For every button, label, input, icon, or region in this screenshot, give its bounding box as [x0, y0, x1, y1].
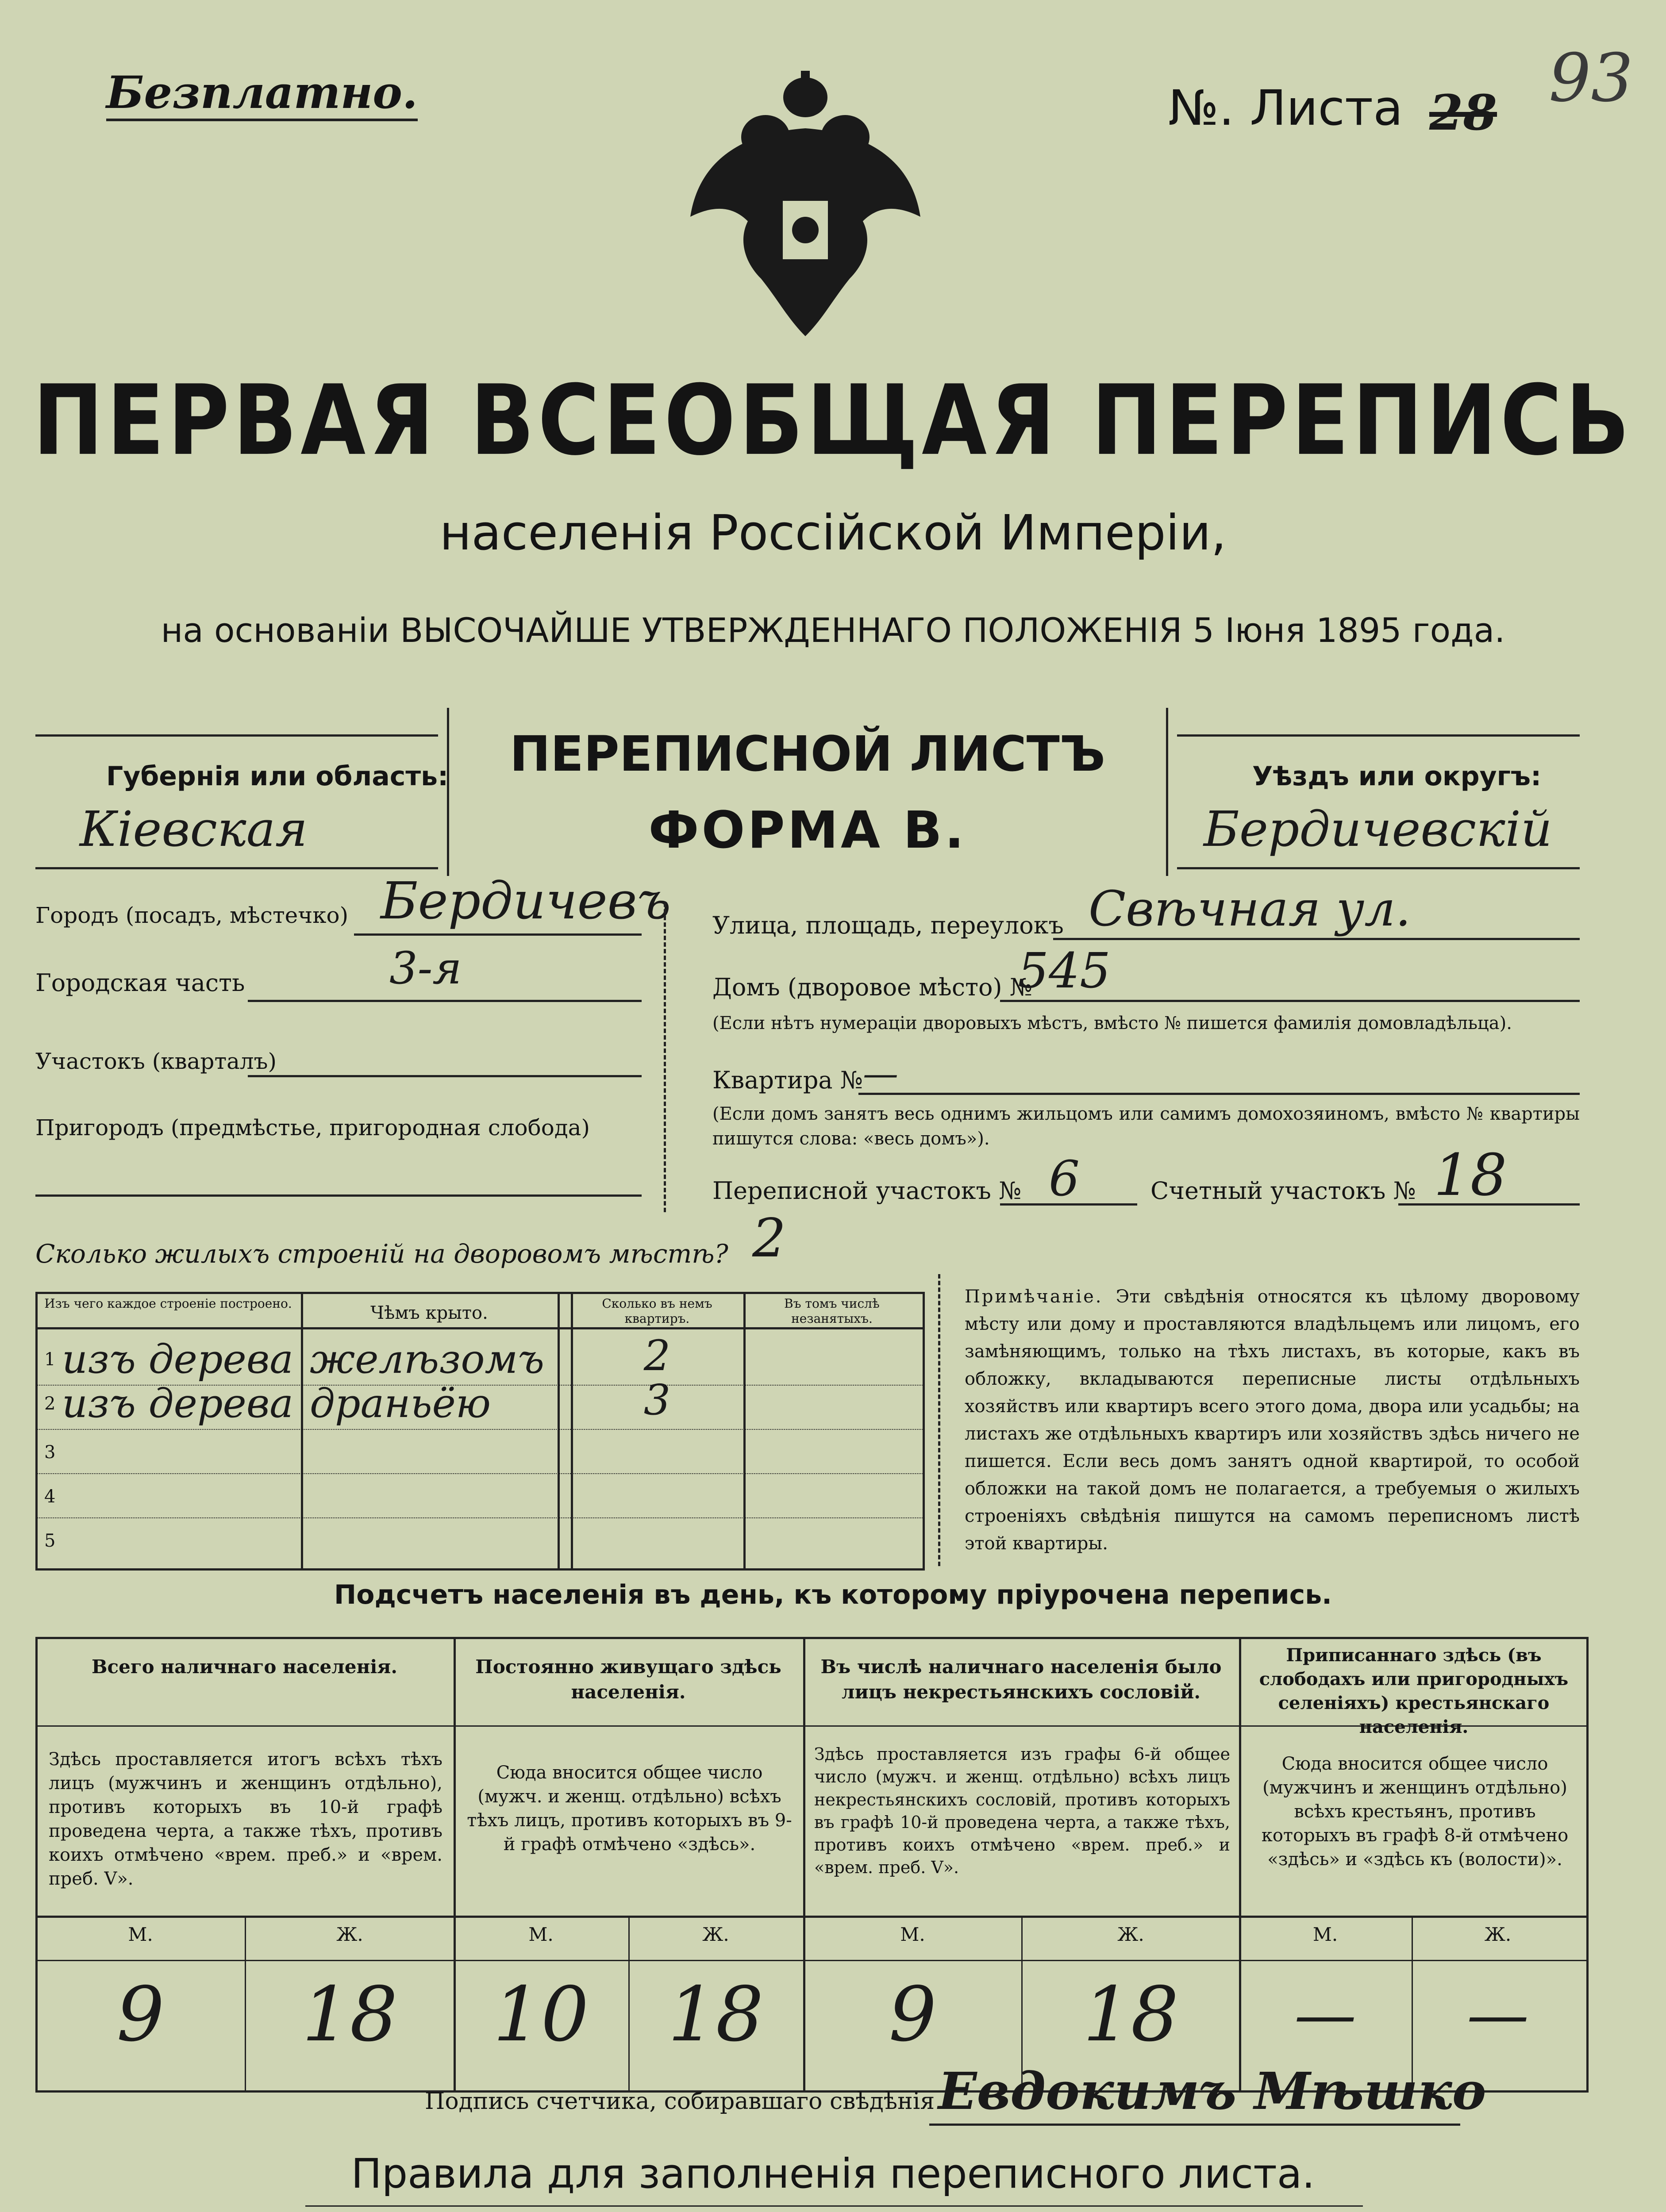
- buildings-table: [35, 1292, 925, 1571]
- street-value: Свѣчная ул.: [1089, 880, 1411, 937]
- count-m-value: 9: [889, 1971, 937, 2058]
- census-basis: на основаніи ВЫСОЧАЙШЕ УТВЕРЖДЕННАГО ПОЛОЖЕНІЯ 5 Іюня 1895 года.: [161, 611, 1505, 650]
- buildings-header-rule: [35, 1327, 925, 1329]
- rules-title-underline: [305, 2205, 1363, 2207]
- count-district-label: Счетный участокъ №: [1150, 1177, 1416, 1205]
- count-col-desc: Здѣсь проставляется изъ графы 6-й общее число (мужч. и женщ. отдѣльно) всѣхъ лицъ некрестьянскихъ сословій, противъ которыхъ въ графѣ 10-й проведена черта, а также тѣхъ, противъ коихъ отмѣчено «врем. преб.» и «врем. преб. V».: [814, 1744, 1230, 1878]
- count-f-label: Ж.: [702, 1924, 729, 1945]
- buildings-row-number: 3: [44, 1442, 56, 1463]
- count-f-label: Ж.: [1484, 1924, 1512, 1945]
- count-m-label: М.: [900, 1924, 925, 1945]
- archive-number: 93: [1549, 40, 1633, 117]
- count-col-desc: Здѣсь проставляется итогъ всѣхъ тѣхъ лицъ (мужчинъ и женщинъ отдѣльно), противъ которыхъ въ 10-й графѣ проведена черта, а также тѣхъ, противъ коихъ отмѣчено «врем. преб.» и «врем. преб. V».: [49, 1749, 442, 1889]
- suburb-label: Пригородъ (предмѣстье, пригородная слобода): [35, 1115, 590, 1141]
- census-district-value: 6: [1049, 1150, 1080, 1207]
- count-f-value: 18: [302, 1971, 398, 2058]
- note-divider: [938, 1274, 940, 1566]
- buildings-row-roof: драньёю: [310, 1380, 491, 1427]
- precinct-label: Участокъ (кварталъ): [35, 1048, 277, 1074]
- count-mf-divider: [628, 1918, 630, 2090]
- count-col-head: Постоянно живущаго здѣсь населенія.: [475, 1656, 781, 1703]
- census-district-label: Переписной участокъ №: [712, 1177, 1022, 1205]
- free-label: Безплатно.: [106, 66, 418, 121]
- count-mf-rule: [35, 1960, 1589, 1961]
- signature-rule: [929, 2124, 1460, 2126]
- count-f-label: Ж.: [336, 1924, 363, 1945]
- buildings-row-material: изъ дерева: [62, 1380, 293, 1427]
- buildings-row-apartments: 3: [643, 1376, 671, 1425]
- city-rule: [354, 933, 642, 936]
- house-note: (Если нѣтъ нумераціи дворовыхъ мѣстъ, вмѣсто № пишется фамилія домовладѣльца).: [712, 1013, 1512, 1033]
- house-value: 545: [1018, 942, 1111, 999]
- form-name: ПЕРЕПИСНОЙ ЛИСТЪ: [509, 726, 1106, 782]
- count-m-label: М.: [1312, 1924, 1338, 1945]
- buildings-row-rule-4: [35, 1517, 925, 1518]
- precinct-rule: [248, 1075, 642, 1077]
- note-text: Эти свѣдѣнія относятся къ цѣлому дворовому мѣсту или дому и проставляются владѣльцемъ или лицомъ, его замѣняющимъ, только на тѣхъ листахъ, въ которые, какъ въ обложку, вкладываются переписные листы отдѣльныхъ хозяйствъ или квартиръ всего этого дома, двора или усадьбы; на листахъ же отдѣльныхъ квартиръ или хозяйствъ здѣсь ничего не пишется. Если весь домъ занятъ одной квартирой, то особой обложки на такой домъ не полагается, а требуемыя о жилыхъ строеніяхъ свѣдѣнія пишутся на самомъ переписномъ листѣ этой квартиры.: [965, 1286, 1580, 1554]
- note-title: Примѣчаніе.: [965, 1286, 1103, 1307]
- buildings-row-number: 1: [44, 1349, 56, 1370]
- buildings-row-rule-3: [35, 1473, 925, 1474]
- house-label: Домъ (дворовое мѣсто) №: [712, 973, 1032, 1001]
- sheet-number-label: №. Листа: [1168, 80, 1403, 136]
- district-rule: [1177, 867, 1580, 869]
- count-col-desc: Сюда вносится общее число (мужч. и женщ. отдѣльно) всѣхъ тѣхъ лицъ, противъ которыхъ въ 9-й графѣ отмѣчено «здѣсь».: [467, 1763, 792, 1855]
- count-m-label: М.: [528, 1924, 554, 1945]
- house-rule: [1000, 1000, 1580, 1002]
- province-rule: [35, 867, 438, 869]
- count-title: Подсчетъ населенія въ день, къ которому пріурочена перепись.: [334, 1579, 1332, 1610]
- suburb-rule: [35, 1194, 642, 1197]
- province-value: Кіевская: [80, 801, 308, 857]
- buildings-answer: 2: [752, 1208, 786, 1269]
- city-label: Городъ (посадъ, мѣстечко): [35, 902, 349, 928]
- signature-label: Подпись счетчика, собиравшаго свѣдѣнія: [425, 2088, 935, 2115]
- form-top-rule-right: [1177, 734, 1580, 737]
- buildings-head-vacant: Въ томъ числѣ незанятыхъ.: [784, 1296, 880, 1326]
- count-m-label: М.: [128, 1924, 153, 1945]
- buildings-col-divider-1: [301, 1292, 303, 1571]
- count-col-desc: Сюда вносится общее число (мужчинъ и женщинъ отдѣльно) всѣхъ крестьянъ, противъ которыхъ въ графѣ 8-й отмѣчено «здѣсь» и «здѣсь къ (волости)».: [1261, 1754, 1569, 1870]
- note: [965, 1283, 1580, 1557]
- buildings-col-divider-4: [743, 1292, 746, 1571]
- census-district-rule: [1000, 1203, 1137, 1206]
- buildings-head-roof: Чѣмъ крыто.: [370, 1303, 488, 1323]
- buildings-head-material: Изъ чего каждое строеніе построено.: [44, 1296, 292, 1311]
- buildings-col-divider-2: [558, 1292, 560, 1571]
- count-f-value: —: [1467, 1979, 1529, 2051]
- province-label: Губернія или область:: [106, 761, 449, 792]
- buildings-row-apartments: 2: [643, 1332, 671, 1380]
- city-part-rule: [248, 1000, 642, 1002]
- buildings-row-rule-2: [35, 1429, 925, 1430]
- signature-value: Евдокимъ Мѣшко: [938, 2062, 1486, 2121]
- count-col-head: Всего наличнаго населенія.: [92, 1656, 397, 1678]
- apartment-rule: [858, 1093, 1580, 1095]
- count-f-value: 18: [668, 1971, 764, 2058]
- count-m-value: 10: [493, 1971, 589, 2058]
- buildings-row-material: изъ дерева: [62, 1336, 293, 1382]
- buildings-row-roof: желѣзомъ: [310, 1336, 545, 1382]
- address-divider: [664, 902, 666, 1212]
- rules-title: Правила для заполненія переписного листа.: [351, 2150, 1315, 2197]
- apartment-note: (Если домъ занятъ весь однимъ жильцомъ или самимъ домохозяиномъ, вмѣсто № квартиры пишутся слова: «весь домъ»).: [712, 1104, 1580, 1149]
- buildings-head-apartments: Сколько въ немъ квартиръ.: [602, 1296, 712, 1326]
- district-label: Уѣздъ или округъ:: [1252, 761, 1542, 792]
- imperial-eagle-emblem: [681, 71, 929, 345]
- count-district-rule: [1398, 1203, 1580, 1206]
- count-f-value: 18: [1083, 1971, 1179, 2058]
- count-col-head: Приписаннаго здѣсь (въ слободахъ или пригородныхъ селеніяхъ) крестьянскаго населенія.: [1259, 1645, 1569, 1737]
- city-part-label: Городская часть: [35, 969, 245, 997]
- city-part-value: 3-я: [389, 942, 462, 994]
- census-subtitle: населенія Россійской Имперіи,: [439, 504, 1227, 561]
- form-type: ФОРМА В.: [648, 801, 967, 860]
- count-desc-rule: [35, 1916, 1589, 1918]
- city-value: Бердичевъ: [381, 872, 671, 931]
- buildings-row-number: 2: [44, 1394, 56, 1414]
- count-f-label: Ж.: [1117, 1924, 1144, 1945]
- street-label: Улица, площадь, переулокъ: [712, 911, 1064, 939]
- count-mf-divider: [245, 1918, 246, 2090]
- form-top-rule-left: [35, 734, 438, 737]
- apartment-value: —: [863, 1053, 898, 1094]
- apartment-label: Квартира №: [712, 1066, 863, 1094]
- district-value: Бердичевскій: [1204, 801, 1552, 857]
- count-m-value: —: [1294, 1979, 1356, 2051]
- buildings-row-number: 4: [44, 1486, 56, 1507]
- street-rule: [1053, 938, 1580, 940]
- count-m-value: 9: [116, 1971, 165, 2058]
- count-col-head: Въ числѣ наличнаго населенія было лицъ некрестьянскихъ сословій.: [820, 1656, 1222, 1703]
- buildings-question: Сколько жилыхъ строеній на дворовомъ мѣстѣ?: [35, 1239, 728, 1269]
- buildings-row-number: 5: [44, 1531, 56, 1551]
- buildings-col-divider-3: [571, 1292, 573, 1571]
- count-district-value: 18: [1434, 1141, 1507, 1209]
- sheet-number-value: 28: [1429, 84, 1497, 141]
- census-title: ПЕРВАЯ ВСЕОБЩАЯ ПЕРЕПИСЬ: [33, 364, 1633, 477]
